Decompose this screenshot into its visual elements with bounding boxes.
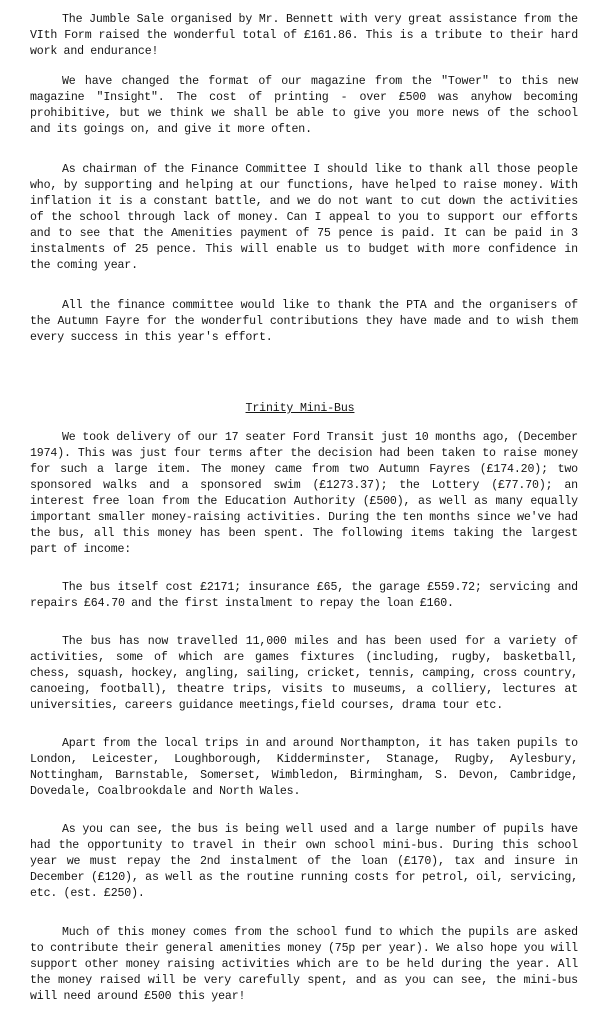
pta-thanks-paragraph: All the finance committee would like to thank the PTA and the organisers of the Autumn Fayre for the wonderful contributions they have made and to wish them every success in this year's effort.	[30, 299, 578, 344]
magazine-format-paragraph: We have changed the format of our magazine from the "Tower" to this new magazine "Insight". The cost of printing - over £500 was anyhow becoming prohibitive, but we think we shall be able to give you more news of the school and its goings on, and give it more often.	[30, 75, 578, 136]
finance-committee-paragraph: As chairman of the Finance Committee I should like to thank all those people who, by supporting and helping at our functions, have helped to raise money. With inflation it is a constant battle, and we do not want to cut down the activities of the school through lack of money. Can I appeal to you to support our efforts and to see that the Amenities payment of 75 pence is paid. It can be paid in 3 instalments of 25 pence. This will enable us to budget with more confidence in the coming year.	[30, 163, 578, 272]
minibus-activities-paragraph: The bus has now travelled 11,000 miles and has been used for a variety of activities, some of which are games fixtures (including, rugby, basketball, chess, squash, hockey, angling, sailing, cricket, tennis, camping, cross country, canoeing, football), theatre trips, visits to museums, a colliery, lectures at universities, careers guidance meetings,field courses, drama tour etc.	[30, 635, 578, 712]
jumble-sale-paragraph: The Jumble Sale organised by Mr. Bennett with very great assistance from the VIth Form raised the wonderful total of £161.86. This is a tribute to their hard work and endurance!	[30, 13, 578, 58]
minibus-costs-paragraph: The bus itself cost £2171; insurance £65, the garage £559.72; servicing and repairs £64.70 and the first instalment to repay the loan £160.	[30, 581, 578, 610]
minibus-heading: Trinity Mini-Bus	[245, 402, 355, 415]
minibus-funding-paragraph: Much of this money comes from the school fund to which the pupils are asked to contribute their general amenities money (75p per year). We also hope you will support other money raising activities which are to be held during the year. All the money raised will be very carefully spent, and as you can see, the mini-bus will need around £500 this year!	[30, 926, 578, 1003]
minibus-usage-paragraph: As you can see, the bus is being well used and a large number of pupils have had the opportunity to travel in their own school mini-bus. During this school year we must repay the 2nd instalment of the loan (£170), tax and insure in December (£120), as well as the routine running costs for petrol, oil, servicing, etc. (est. £250).	[30, 823, 578, 900]
minibus-destinations-paragraph: Apart from the local trips in and around Northampton, it has taken pupils to London, Leicester, Loughborough, Kidderminster, Stanage, Rugby, Aylesbury, Nottingham, Barnstable, Somerset, Wimbledon, Birmingham, S. Devon, Cambridge, Dovedale, Coalbrookdale and North Wales.	[30, 737, 578, 798]
minibus-delivery-paragraph: We took delivery of our 17 seater Ford Transit just 10 months ago, (December 1974). This was just four terms after the decision had been taken to raise money for such a large item. The money came from two Autumn Fayres (£174.20); two sponsored walks and a sponsored swim (£1273.37); the Lottery (£77.70); an interest free loan from the Education Authority (£500), as well as many equally important smaller money-raising activities. During the ten months since we've had the bus, all this money has been spent. The following items taking the largest part of income:	[30, 431, 578, 556]
